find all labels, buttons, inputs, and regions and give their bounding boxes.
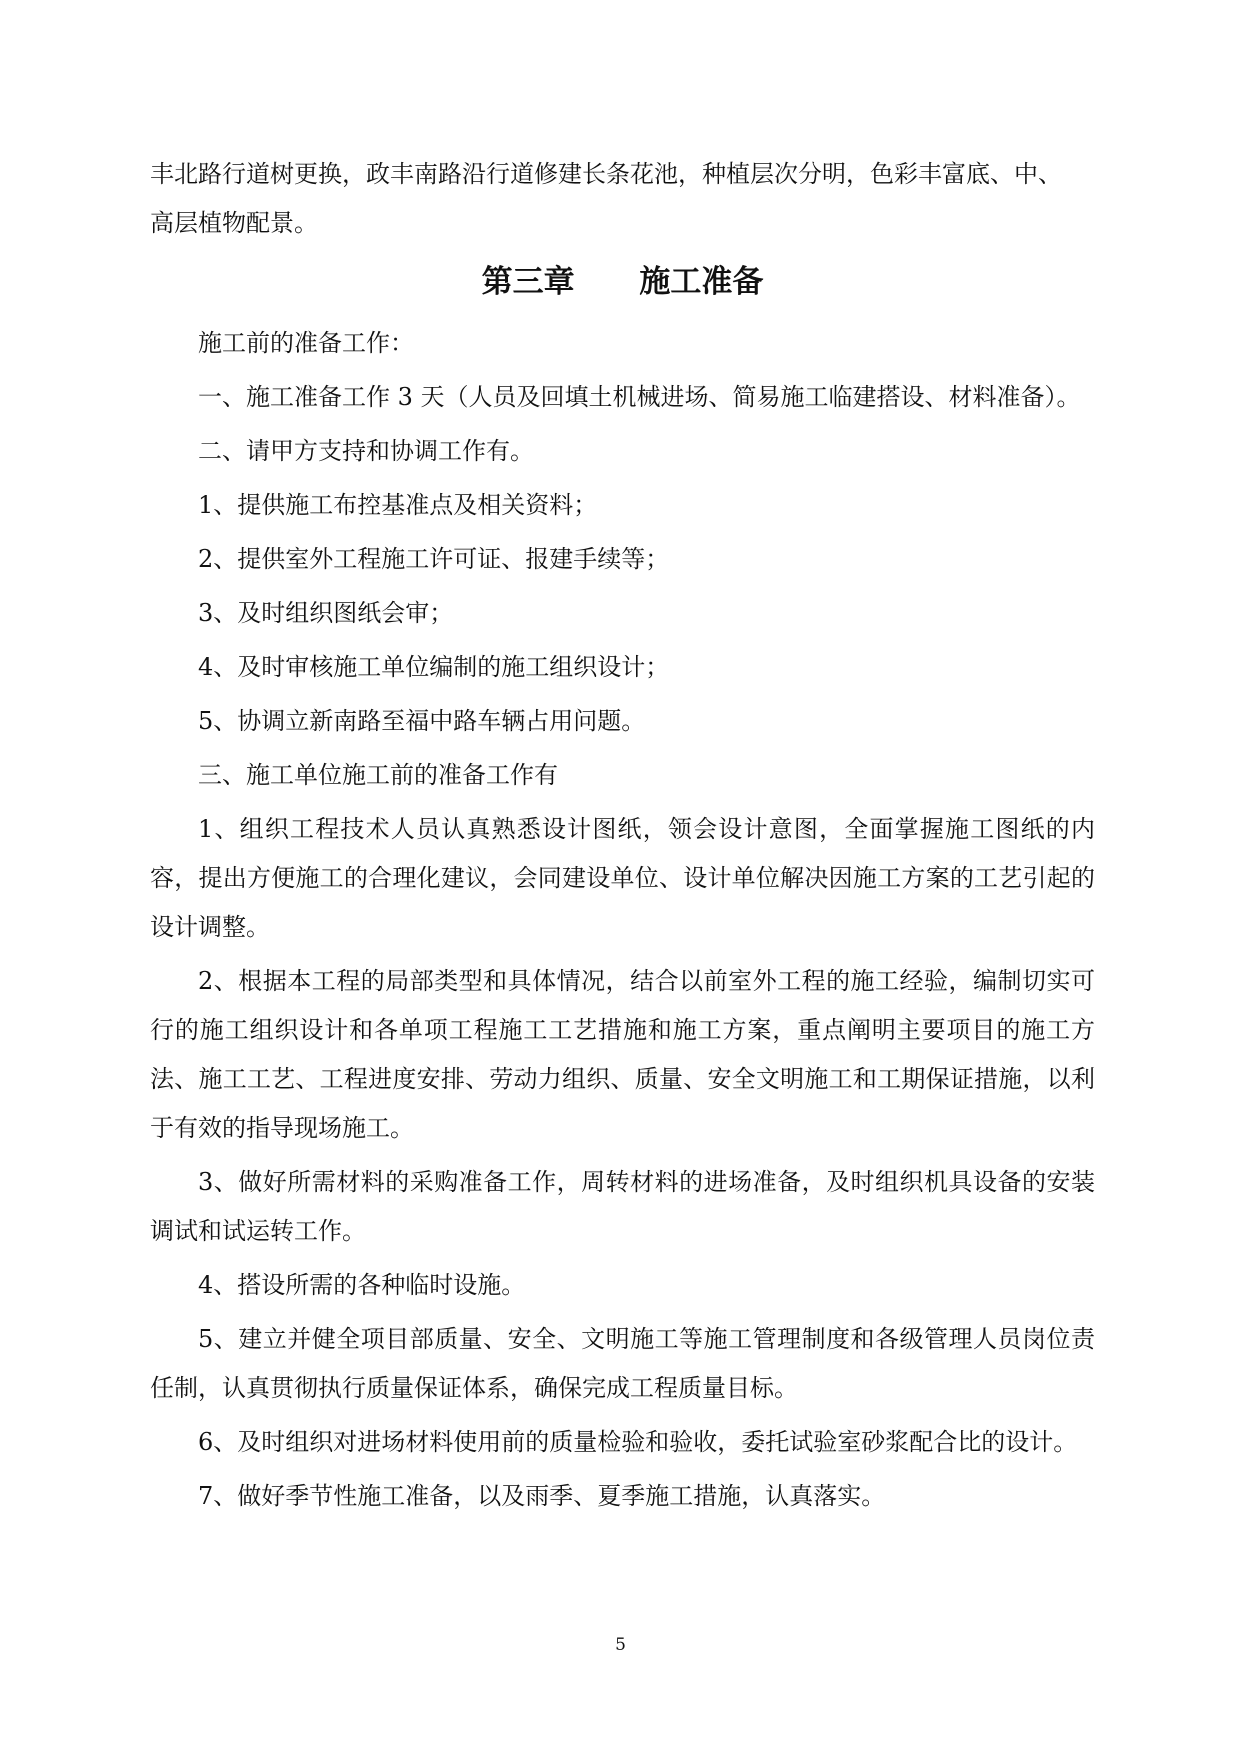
intro-line: 丰北路行道树更换，政丰南路沿行道修建长条花池，种植层次分明，色彩丰富底、中、 [150,160,1062,188]
paragraph: 5、建立并健全项目部质量、安全、文明施工等施工管理制度和各级管理人员岗位责任制，认真贯彻执行质量保证体系，确保完成工程质量目标。 [150,1325,1095,1402]
paragraph: 6、及时组织对进场材料使用前的质量检验和验收，委托试验室砂浆配合比的设计。 [198,1428,1078,1456]
paragraph: 4、及时审核施工单位编制的施工组织设计； [198,653,670,681]
paragraph: 1、组织工程技术人员认真熟悉设计图纸，领会设计意图，全面掌握施工图纸的内容，提出方便施工的合理化建议，会同建设单位、设计单位解决因施工方案的工艺引起的设计调整。 [150,815,1095,941]
page-number: 5 [615,1635,626,1655]
paragraph: 3、及时组织图纸会审； [198,599,454,627]
paragraph: 二、请甲方支持和协调工作有。 [198,437,534,465]
paragraph: 7、做好季节性施工准备，以及雨季、夏季施工措施，认真落实。 [198,1482,886,1510]
paragraph: 3、做好所需材料的采购准备工作，周转材料的进场准备，及时组织机具设备的安装调试和试运转工作。 [150,1168,1095,1245]
paragraph: 4、搭设所需的各种临时设施。 [198,1271,526,1299]
paragraph: 一、施工准备工作 3 天（人员及回填土机械进场、简易施工临建搭设、材料准备）。 [198,383,1081,411]
paragraph: 2、提供室外工程施工许可证、报建手续等； [198,545,670,573]
paragraph: 施工前的准备工作： [198,329,414,357]
paragraph: 5、协调立新南路至福中路车辆占用问题。 [198,707,646,735]
chapter-heading: 第三章 施工准备 [481,264,764,300]
paragraph: 1、提供施工布控基准点及相关资料； [198,491,598,519]
paragraph: 三、施工单位施工前的准备工作有 [198,761,558,789]
page-content [150,150,1095,1526]
intro-line: 高层植物配景。 [150,209,318,237]
paragraph: 2、根据本工程的局部类型和具体情况，结合以前室外工程的施工经验，编制切实可行的施工组织设计和各单项工程施工工艺措施和施工方案，重点阐明主要项目的施工方法、施工工艺、工程进度安排、劳动力组织、质量、安全文明施工和工期保证措施，以利于有效的指导现场施工。 [150,967,1095,1142]
